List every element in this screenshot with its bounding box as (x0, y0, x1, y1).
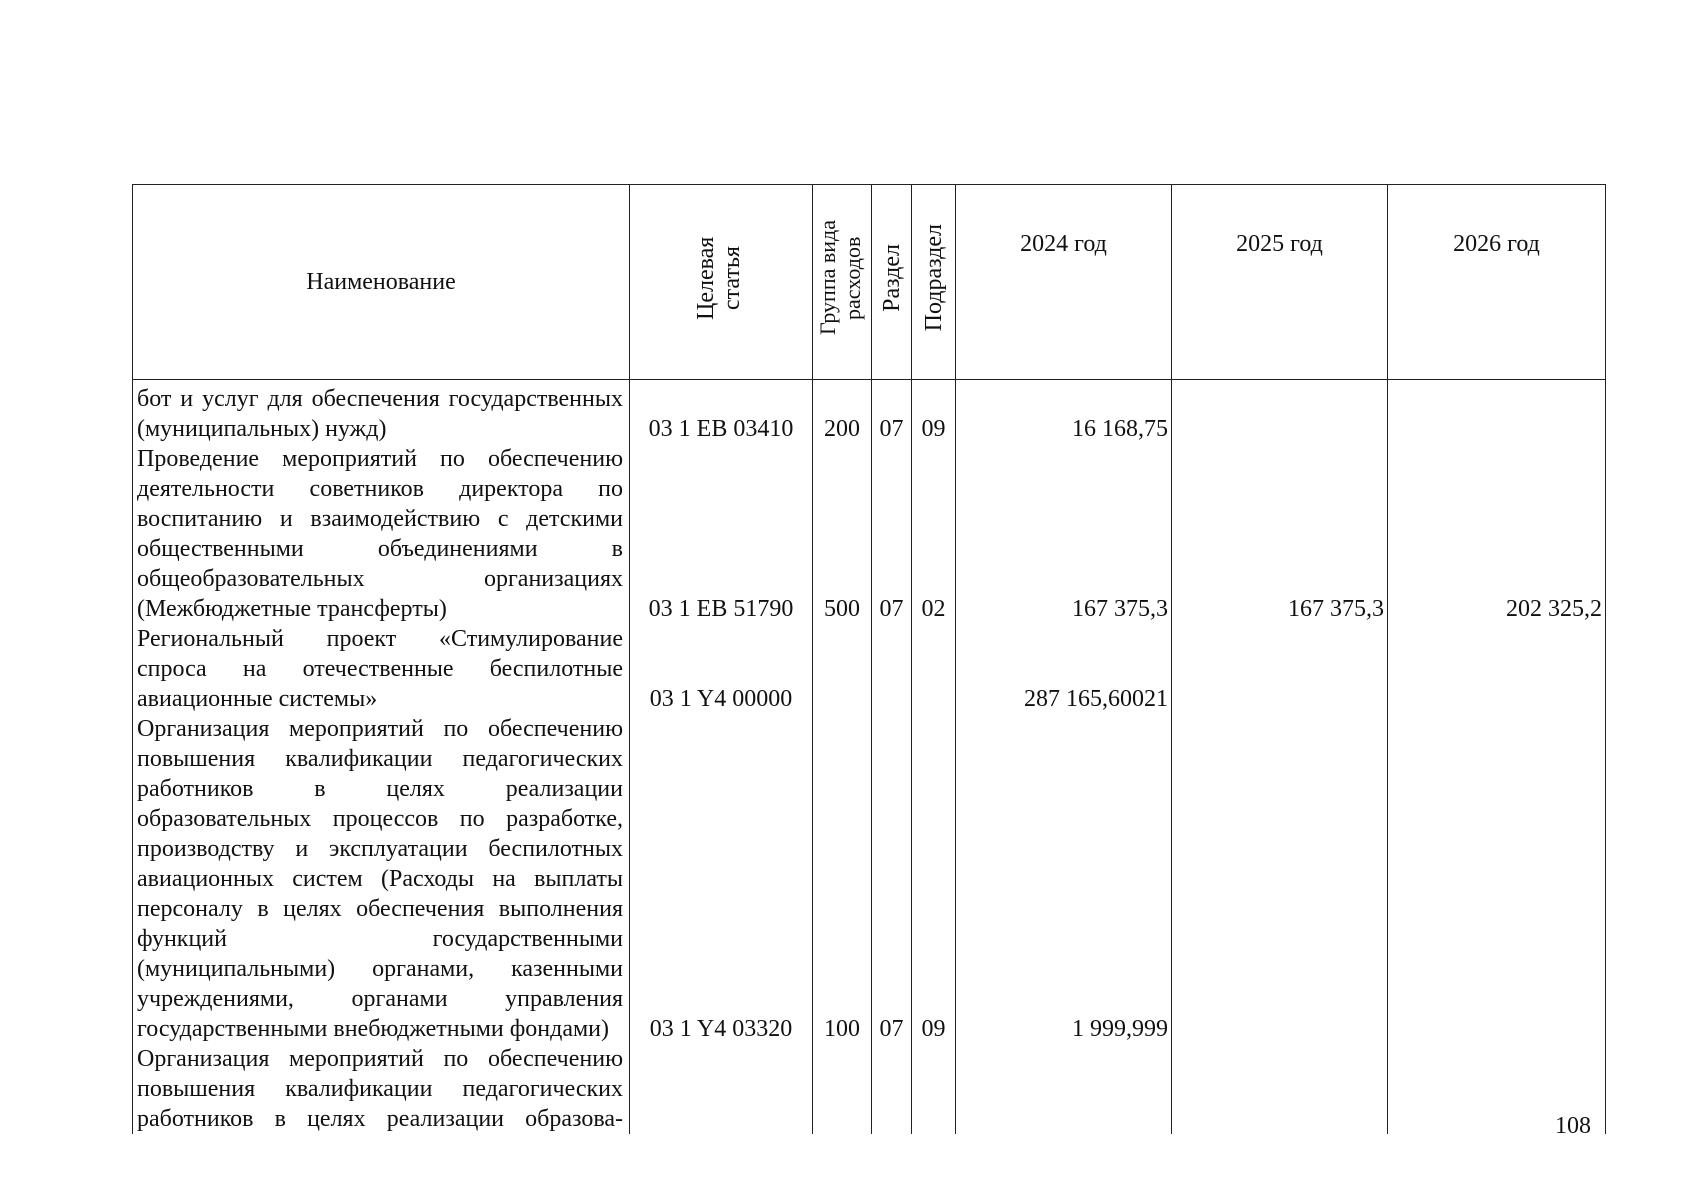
table-row (133, 1044, 1606, 1134)
row-code (630, 1044, 813, 1134)
row-2025 (1172, 624, 1388, 714)
row-section: 07 (872, 714, 912, 1044)
row-subsection (912, 624, 956, 714)
budget-table (132, 184, 1606, 1134)
header-group (813, 185, 872, 380)
header-name: Наименование (133, 185, 630, 380)
header-2026: 2026 год (1388, 185, 1606, 380)
row-code: 03 1 EB 03410 (630, 380, 813, 445)
header-section-text: Раздел (878, 244, 905, 312)
row-section: 07 (872, 444, 912, 624)
row-code: 03 1 EB 51790 (630, 444, 813, 624)
row-2026 (1388, 380, 1606, 445)
row-group (813, 624, 872, 714)
row-code: 03 1 Y4 00000 (630, 624, 813, 714)
row-2026 (1388, 624, 1606, 714)
table-row (133, 624, 1606, 714)
row-subsection: 09 (912, 380, 956, 445)
row-2025 (1172, 380, 1388, 445)
row-2024 (956, 1044, 1172, 1134)
table-header-row (133, 185, 1606, 380)
row-subsection: 09 (912, 714, 956, 1044)
row-2025 (1172, 1044, 1388, 1134)
row-2026 (1388, 714, 1606, 1044)
table-row (133, 380, 1606, 445)
row-code: 03 1 Y4 03320 (630, 714, 813, 1044)
row-2024: 1 999,999 (956, 714, 1172, 1044)
row-group: 100 (813, 714, 872, 1044)
row-group: 200 (813, 380, 872, 445)
page-number: 108 (1555, 1113, 1591, 1139)
row-subsection (912, 1044, 956, 1134)
header-2025: 2025 год (1172, 185, 1388, 380)
header-code (630, 185, 813, 380)
header-code-text: Целевая статья (693, 236, 745, 320)
table-row (133, 714, 1606, 1044)
row-2026: 202 325,2 (1388, 444, 1606, 624)
row-name: Региональный проект «Стимулирование спроса на отечественные беспилотные авиационные системы» (133, 624, 630, 714)
row-group: 500 (813, 444, 872, 624)
row-name: бот и услуг для обеспечения государственных (муниципальных) нужд) (133, 380, 630, 445)
row-section (872, 1044, 912, 1134)
header-subsection (912, 185, 956, 380)
row-2025: 167 375,3 (1172, 444, 1388, 624)
row-name: Организация мероприятий по обеспечению повышения квалификации педагогических работников в целях реализации образова- (133, 1044, 630, 1134)
row-subsection: 02 (912, 444, 956, 624)
table-row (133, 444, 1606, 624)
row-2025 (1172, 714, 1388, 1044)
row-2024: 167 375,3 (956, 444, 1172, 624)
row-section: 07 (872, 380, 912, 445)
row-2024: 287 165,60021 (956, 624, 1172, 714)
row-name: Проведение мероприятий по обеспечению деятельности советников директора по воспитанию и взаимодействию с детскими общественными объединениями в общеобразовательных организациях (Межбюджетные трансферты) (133, 444, 630, 624)
row-name: Организация мероприятий по обеспечению повышения квалификации педагогических работников в целях реализации образовательных процессов по разработке, производству и эксплуатации беспилотных авиационных систем (Расходы на выплаты персоналу в целях обеспечения выполнения функций государственными (муниципальными) органами, казенными учреждениями, органами управления государственными внебюджетными фондами) (133, 714, 630, 1044)
header-2024: 2024 год (956, 185, 1172, 380)
row-group (813, 1044, 872, 1134)
header-group-text: Группа вида расходов (815, 220, 865, 336)
header-subsection-text: Подраздел (920, 224, 947, 332)
row-2024: 16 168,75 (956, 380, 1172, 445)
header-section (872, 185, 912, 380)
row-section (872, 624, 912, 714)
